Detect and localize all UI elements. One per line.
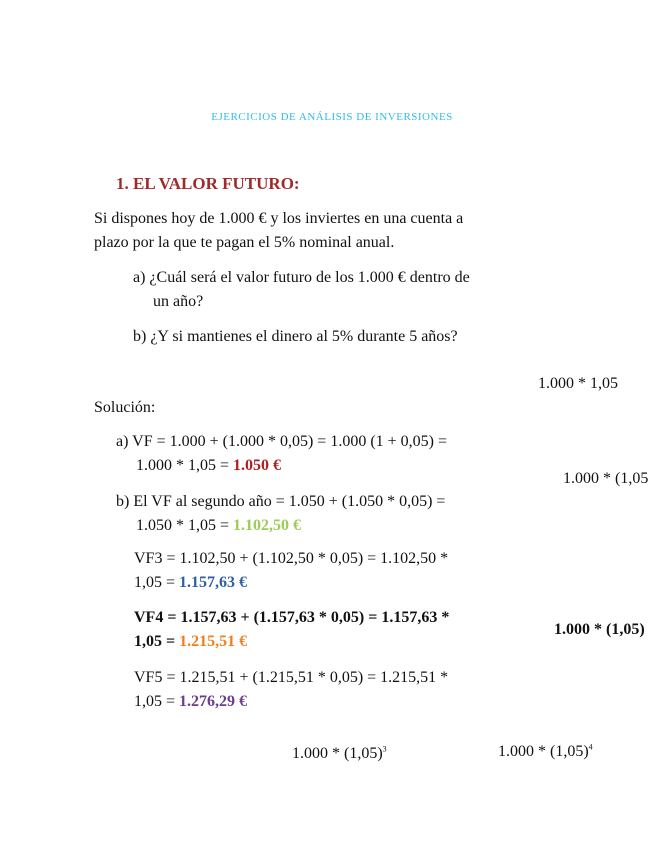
formula-bottom-left-base: 1.000 * (1,05) [292, 745, 383, 762]
formula-bottom-left-exponent: 3 [382, 744, 387, 754]
problem-line-2: plazo por la que te pagan el 5% nominal anual. [94, 234, 395, 251]
formula-bottom-right-base: 1.000 * (1,05) [498, 743, 589, 760]
question-a-line-2: un año? [153, 293, 204, 310]
vf4-calc: 1,05 = [134, 633, 180, 650]
side-formula-1: 1.000 * 1,05 [538, 375, 618, 392]
question-b: b) ¿Y si mantienes el dinero al 5% durante 5 años? [133, 328, 458, 345]
result-vf1: 1.050 € [233, 457, 282, 474]
side-formula-2: 1.000 * (1,05 [563, 470, 649, 487]
solution-b-calc: 1.050 * 1,05 = [136, 517, 234, 534]
result-vf4: 1.215,51 € [179, 633, 248, 650]
question-a [133, 266, 470, 314]
vf3-line-2 [134, 571, 448, 595]
solution-b-line-1: b) El VF al segundo año = 1.050 + (1.050 * 0,05) = [116, 493, 446, 510]
formula-bottom-right-exponent: 4 [588, 742, 593, 752]
solution-a-line-1: a) VF = 1.000 + (1.000 * 0,05) = 1.000 (1 + 0,05) = [116, 433, 448, 450]
solution-vf5 [134, 666, 448, 714]
question-a-line-1: a) ¿Cuál será el valor futuro de los 1.000 € dentro de [133, 269, 470, 286]
formula-bottom-left [292, 742, 387, 766]
vf5-line-1: VF5 = 1.215,51 + (1.215,51 * 0,05) = 1.215,51 * [134, 669, 449, 686]
document-header: EJERCICIOS DE ANÁLISIS DE INVERSIONES [211, 111, 453, 123]
side-formula-4: 1.000 * (1,05) [554, 621, 645, 638]
solution-a-calc: 1.000 * 1,05 = [136, 457, 234, 474]
vf3-calc: 1,05 = [134, 574, 180, 591]
solution-label: Solución: [94, 399, 156, 416]
vf4-line-2 [134, 630, 449, 654]
problem-statement [94, 207, 463, 255]
vf5-calc: 1,05 = [134, 693, 180, 710]
result-vf2: 1.102,50 € [233, 517, 302, 534]
result-vf3: 1.157,63 € [179, 574, 248, 591]
solution-b-line-2 [116, 514, 445, 538]
vf3-line-1: VF3 = 1.102,50 + (1.102,50 * 0,05) = 1.102,50 * [134, 550, 449, 567]
problem-line-1: Si dispones hoy de 1.000 € y los inviertes en una cuenta a [94, 210, 464, 227]
vf4-line-1: VF4 = 1.157,63 + (1.157,63 * 0,05) = 1.157,63 * [134, 609, 450, 626]
formula-bottom-right [498, 740, 593, 764]
solution-vf3 [134, 547, 448, 595]
solution-vf4 [134, 606, 449, 654]
solution-b [116, 490, 445, 538]
solution-a [116, 430, 447, 478]
section-title: 1. EL VALOR FUTURO: [116, 174, 300, 193]
result-vf5: 1.276,29 € [179, 693, 248, 710]
vf5-line-2 [134, 690, 448, 714]
solution-a-line-2 [116, 454, 447, 478]
